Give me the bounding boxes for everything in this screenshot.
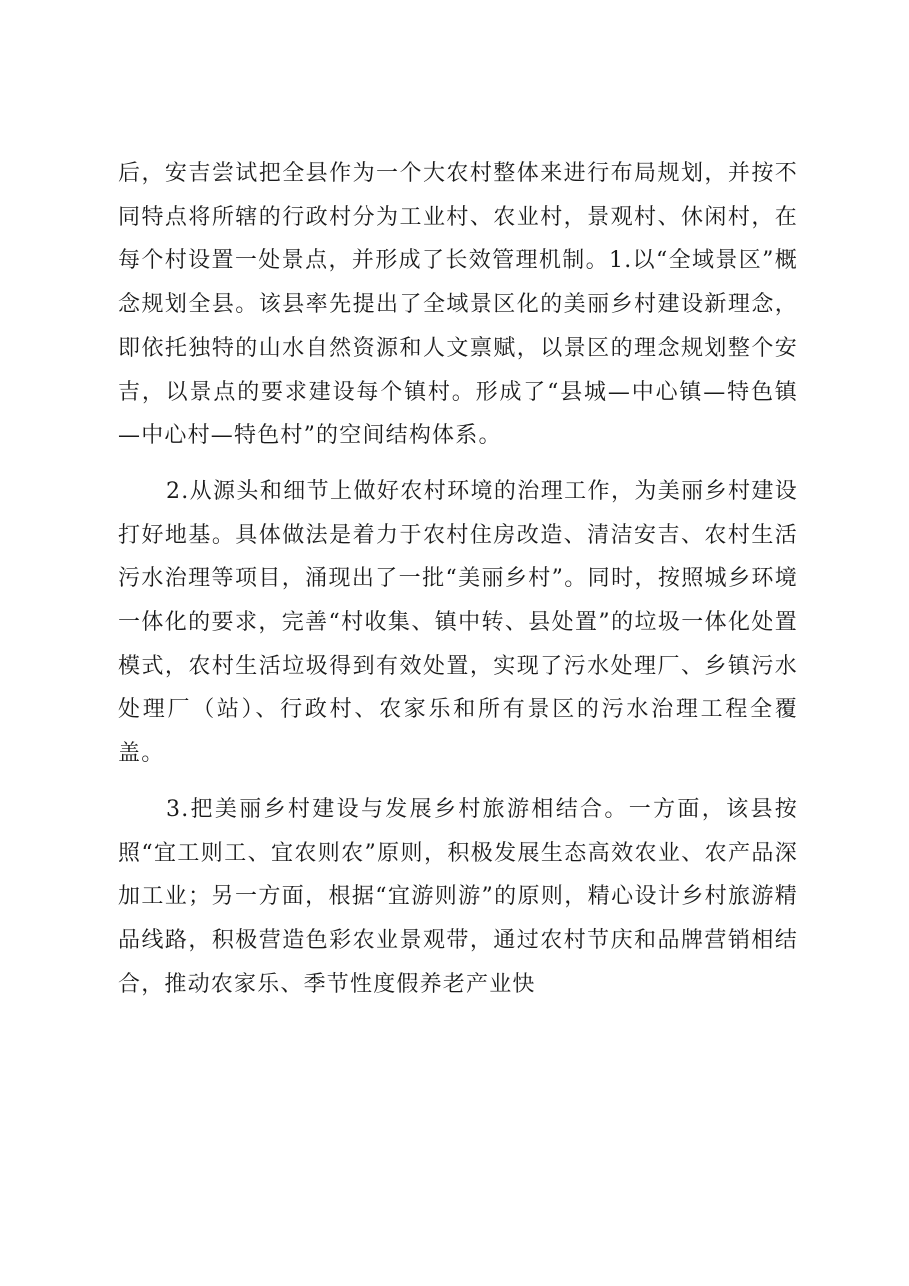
- document-page: [118, 152, 798, 1018]
- paragraph-planning: 后，安吉尝试把全县作为一个大农村整体来进行布局规划，并按不同特点将所辖的行政村分为工业村、农业村，景观村、休闲村，在每个村设置一处景点，并形成了长效管理机制。1.以“全域景区”概念规划全县。该县率先提出了全域景区化的美丽乡村建设新理念，即依托独特的山水自然资源和人文禀赋，以景区的理念规划整个安吉，以景点的要求建设每个镇村。形成了“县城—中心镇—特色镇—中心村—特色村”的空间结构体系。: [118, 161, 798, 449]
- paragraph-tourism: 3.把美丽乡村建设与发展乡村旅游相结合。一方面，该县按照“宜工则工、宜农则农”原则，积极发展生态高效农业、农产品深加工业；另一方面，根据“宜游则游”的原则，精心设计乡村旅游精品线路，积极营造色彩农业景观带，通过农村节庆和品牌营销相结合，推动农家乐、季节性度假养老产业快: [118, 796, 798, 997]
- paragraph-environment: 2.从源头和细节上做好农村环境的治理工作，为美丽乡村建设打好地基。具体做法是着力于农村住房改造、清洁安吉、农村生活污水治理等项目，涌现出了一批“美丽乡村”。同时，按照城乡环境一体化的要求，完善“村收集、镇中转、县处置”的垃圾一体化处置模式，农村生活垃圾得到有效处置，实现了污水处理厂、乡镇污水处理厂（站）、行政村、农家乐和所有景区的污水治理工程全覆盖。: [118, 478, 798, 767]
